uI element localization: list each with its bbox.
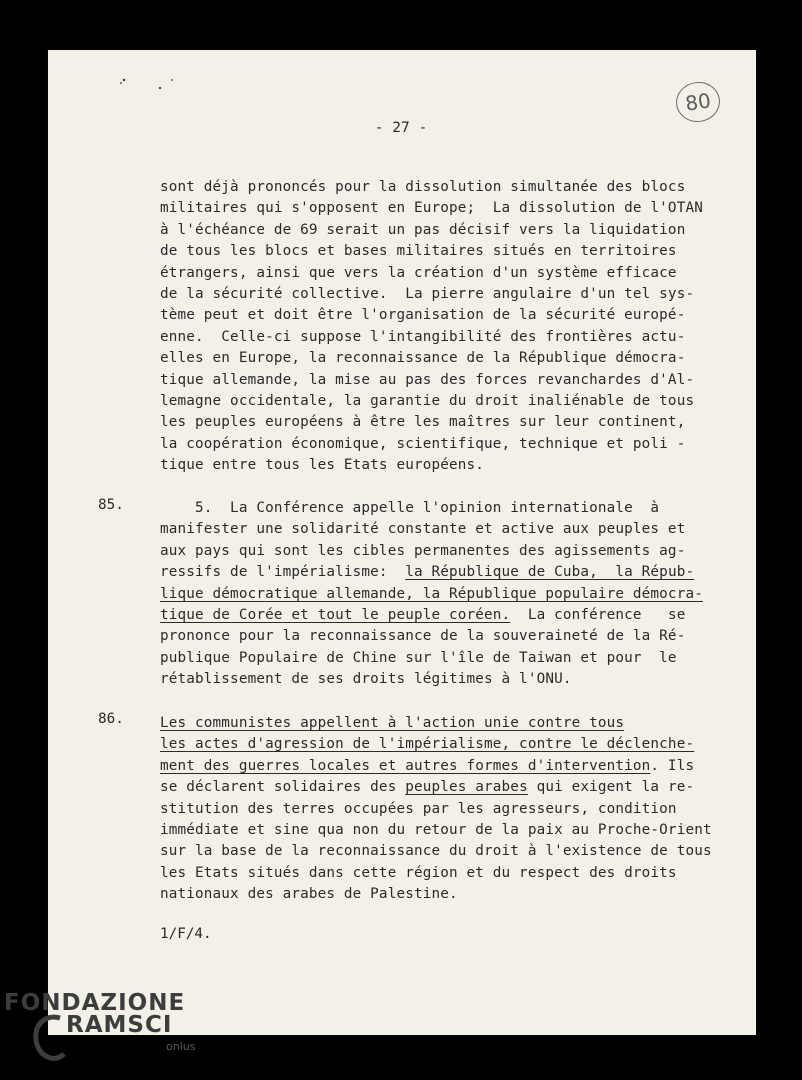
text-segment: stitution des terres occupées par les agresseurs, condition bbox=[160, 800, 677, 817]
text-segment: enne. Celle-ci suppose l'intangibilité des frontières actu- bbox=[160, 328, 686, 345]
text-line bbox=[160, 305, 740, 326]
text-segment: de la sécurité collective. La pierre angulaire d'un tel sys- bbox=[160, 286, 695, 303]
fondazione-gramsci-watermark bbox=[4, 990, 204, 1070]
text-line bbox=[160, 370, 740, 391]
text-segment: immédiate et sine qua non du retour de la paix au Proche-Orient bbox=[160, 822, 712, 839]
text-line bbox=[160, 391, 740, 412]
text-segment: 5. La Conférence appelle l'opinion internationale à bbox=[160, 500, 660, 516]
text-segment: rétablissement de ses droits légitimes à l'ONU. bbox=[160, 671, 572, 688]
text-segment: tème peut et doit être l'organisation de la sécurité europé- bbox=[160, 307, 686, 324]
text-line bbox=[160, 198, 740, 219]
watermark-line-2: RAMSCI bbox=[66, 1012, 173, 1038]
text-line bbox=[160, 562, 740, 583]
text-line bbox=[160, 648, 740, 669]
text-line bbox=[160, 584, 740, 605]
text-line bbox=[160, 626, 740, 647]
text-line bbox=[160, 263, 740, 284]
text-line bbox=[160, 498, 740, 519]
paragraph-number-86: 86. bbox=[98, 711, 124, 727]
text-line bbox=[160, 284, 740, 305]
text-segment: les Etats situés dans cette région et du respect des droits bbox=[160, 864, 677, 881]
text-line bbox=[160, 455, 740, 476]
gramsci-logo-icon bbox=[32, 1012, 66, 1070]
underlined-text: lique démocratique allemande, la République populaire démocra- bbox=[160, 585, 703, 602]
underlined-text: tique de Corée et tout le peuple coréen. bbox=[160, 607, 511, 624]
text-line bbox=[160, 220, 740, 241]
paragraph-85 bbox=[160, 498, 740, 691]
text-segment: sur la base de la reconnaissance du droit à l'existence de tous bbox=[160, 843, 712, 860]
watermark-line-1: FONDAZIONE bbox=[4, 990, 186, 1016]
text-line bbox=[160, 241, 740, 262]
text-segment: tique allemande, la mise au pas des forces revanchardes d'Al- bbox=[160, 371, 695, 388]
paragraph-84-continued bbox=[160, 177, 740, 477]
text-segment: manifester une solidarité constante et active aux peuples et bbox=[160, 521, 686, 538]
document-reference-code: 1/F/4. bbox=[160, 926, 212, 942]
text-line bbox=[160, 884, 740, 905]
ink-specks bbox=[118, 74, 178, 94]
page-number: - 27 - bbox=[374, 120, 428, 136]
text-segment: sont déjà prononcés pour la dissolution simultanée des blocs bbox=[160, 179, 686, 195]
text-segment: les peuples européens à être les maîtres sur leur continent, bbox=[160, 414, 686, 431]
text-segment: nationaux des arabes de Palestine. bbox=[160, 886, 458, 903]
text-line bbox=[160, 756, 740, 777]
text-segment: publique Populaire de Chine sur l'île de Taiwan et pour le bbox=[160, 649, 677, 666]
archive-stamp-number: 80 bbox=[683, 88, 713, 116]
text-segment: étrangers, ainsi que vers la création d'un système efficace bbox=[160, 264, 677, 281]
text-segment: . Ils bbox=[650, 757, 695, 774]
text-line bbox=[160, 863, 740, 884]
text-segment: tique entre tous les Etats européens. bbox=[160, 457, 485, 474]
text-line bbox=[160, 820, 740, 841]
text-line bbox=[160, 799, 740, 820]
text-line bbox=[160, 541, 740, 562]
underlined-text: les actes d'agression de l'impérialisme, contre le déclenche- bbox=[160, 736, 695, 753]
text-line bbox=[160, 434, 740, 455]
text-line bbox=[160, 348, 740, 369]
text-segment: se déclarent solidaires des bbox=[160, 779, 406, 796]
text-line bbox=[160, 734, 740, 755]
underlined-text: ment des guerres locales et autres formes d'intervention bbox=[160, 757, 651, 774]
text-segment: La conférence se bbox=[510, 607, 686, 624]
text-segment: qui exigent la re- bbox=[527, 779, 695, 796]
text-segment: de tous les blocs et bases militaires situés en territoires bbox=[160, 243, 677, 260]
text-line bbox=[160, 777, 740, 798]
text-line bbox=[160, 669, 740, 690]
text-line bbox=[160, 327, 740, 348]
text-segment: aux pays qui sont les cibles permanentes des agissements ag- bbox=[160, 542, 686, 559]
text-segment: prononce pour la reconnaissance de la souveraineté de la Ré- bbox=[160, 628, 686, 645]
text-line bbox=[160, 713, 740, 734]
watermark-line-3: onlus bbox=[166, 1040, 196, 1053]
text-line bbox=[160, 177, 740, 198]
text-segment: lemagne occidentale, la garantie du droit inaliénable de tous bbox=[160, 393, 695, 410]
text-segment: militaires qui s'opposent en Europe; La dissolution de l'OTAN bbox=[160, 200, 703, 217]
underlined-text: Les communistes appellent à l'action unie contre tous bbox=[160, 715, 625, 731]
underlined-text: la République de Cuba, la Répub- bbox=[405, 564, 695, 581]
text-line bbox=[160, 412, 740, 433]
paragraph-number-85: 85. bbox=[98, 497, 124, 513]
text-segment: à l'échéance de 69 serait un pas décisif vers la liquidation bbox=[160, 221, 686, 238]
text-line bbox=[160, 519, 740, 540]
text-segment: ressifs de l'impérialisme: bbox=[160, 564, 406, 581]
text-segment: la coopération économique, scientifique, technique et poli - bbox=[160, 435, 686, 452]
text-line bbox=[160, 841, 740, 862]
text-segment: elles en Europe, la reconnaissance de la République démocra- bbox=[160, 350, 686, 367]
underlined-text: peuples arabes bbox=[405, 779, 528, 796]
text-line bbox=[160, 605, 740, 626]
paragraph-86 bbox=[160, 713, 740, 906]
